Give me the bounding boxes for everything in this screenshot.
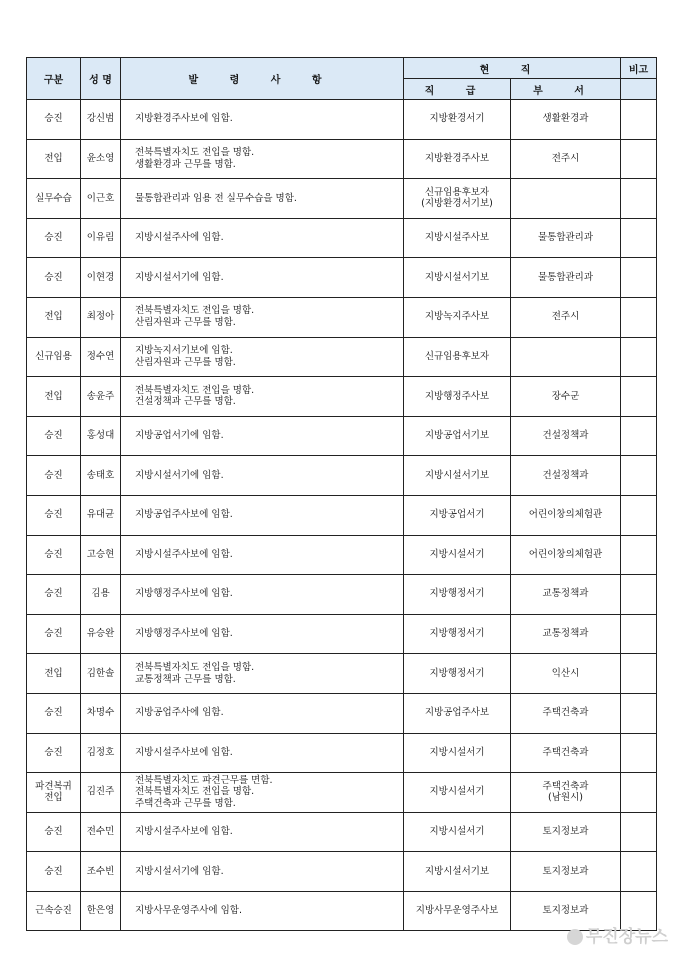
cell-position-line: 지방환경서기 [429,113,485,125]
cell-department-line: 주택건축과 [542,707,589,719]
cell-content-line: 전북특별자치도 전입을 명함. [135,786,255,798]
cell-name: 전수민 [81,812,121,852]
cell-category-line: 승진 [44,509,63,521]
cell-category-line: 승진 [44,707,63,719]
table-row [27,297,657,337]
cell-position-line: 지방시설서기 [429,548,485,560]
cell-position [404,456,511,496]
cell-content-line: 지방시설주사보에 임함. [135,746,233,758]
cell-category [27,416,81,456]
cell-name: 윤소영 [81,139,121,179]
cell-content-line: 물통합관리과 임용 전 실무수습을 명함. [135,192,297,204]
cell-remarks [621,139,657,179]
table-row [27,416,657,456]
cell-category-line: 전입 [44,792,63,804]
cell-position [404,495,511,535]
cell-content [121,891,404,931]
cell-position [404,575,511,615]
cell-department [511,693,621,733]
cell-category [27,733,81,773]
cell-category-line: 전입 [44,152,63,164]
cell-remarks [621,812,657,852]
cell-name: 김진주 [81,773,121,813]
cell-department [511,218,621,258]
cell-category [27,179,81,219]
table-row [27,337,657,377]
cell-category [27,852,81,892]
cell-content [121,456,404,496]
header-current: 현 직 [404,58,621,79]
cell-category [27,377,81,417]
cell-category [27,495,81,535]
cell-category [27,812,81,852]
table-row [27,812,657,852]
cell-name: 이근호 [81,179,121,219]
cell-category-line: 파견복귀 [35,780,72,792]
cell-remarks [621,416,657,456]
header-position: 직 급 [404,79,511,100]
header-order: 발 령 사 항 [121,58,404,100]
cell-category-line: 승진 [44,588,63,600]
cell-name: 홍성대 [81,416,121,456]
table-row [27,773,657,813]
cell-department [511,456,621,496]
cell-content [121,575,404,615]
cell-department-line: 익산시 [551,667,580,679]
cell-content-line: 지방환경주사보에 임함. [135,113,233,125]
cell-name: 송윤주 [81,377,121,417]
cell-position-line: 지방시설서기 [429,746,485,758]
cell-content [121,852,404,892]
cell-position [404,812,511,852]
cell-content-line: 지방시설서기에 임함. [135,865,224,877]
cell-remarks [621,535,657,575]
cell-content [121,258,404,298]
cell-remarks [621,179,657,219]
cell-category [27,139,81,179]
cell-content-line: 전북특별자치도 파견근무를 면함. [135,774,273,786]
cell-department [511,377,621,417]
cell-content-line: 지방공업주사보에 임함. [135,509,233,521]
watermark [567,922,668,947]
cell-category-line: 승진 [44,865,63,877]
cell-department-line: 토지정보과 [542,826,589,838]
cell-content [121,773,404,813]
cell-position-line: 지방행정서기 [429,588,485,600]
cell-position-line: 신규임용후보자 [424,350,490,362]
cell-position [404,100,511,140]
cell-position-line: 지방행정주사보 [424,390,490,402]
cell-position-line: 지방시설서기 [429,826,485,838]
watermark-logo-icon [567,929,583,945]
cell-content-line: 지방시설주사보에 임함. [135,826,233,838]
cell-department-line: 어린이창의체험관 [528,548,603,560]
cell-department [511,654,621,694]
cell-remarks [621,100,657,140]
cell-position [404,377,511,417]
cell-content-line: 전북특별자치도 전입을 명함. [135,661,255,673]
cell-content-line: 지방녹지서기보에 임함. [135,344,233,356]
cell-content-line: 전북특별자치도 전입을 명함. [135,384,255,396]
cell-category-line: 실무수습 [35,192,72,204]
cell-category [27,218,81,258]
cell-name: 한은영 [81,891,121,931]
cell-category-line: 근속승진 [35,905,72,917]
cell-content-line: 교통정책과 근무를 명함. [135,673,236,685]
cell-department-line: 건설정책과 [542,469,589,481]
cell-department [511,535,621,575]
cell-category [27,297,81,337]
cell-position-line: 지방환경주사보 [424,152,490,164]
cell-position-line: 지방사무운영주사보 [415,905,499,917]
cell-content-line: 지방공업주사에 임함. [135,707,224,719]
cell-department-line: 주택건축과 [542,780,589,792]
cell-category-line: 승진 [44,826,63,838]
table-row [27,218,657,258]
cell-department [511,852,621,892]
cell-remarks [621,297,657,337]
cell-remarks [621,733,657,773]
cell-department-line: (남원시) [548,792,583,804]
cell-department-line: 토지정보과 [542,905,589,917]
cell-content-line: 지방시설서기에 임함. [135,469,224,481]
cell-remarks [621,377,657,417]
cell-position-line: 지방시설서기보 [424,271,490,283]
cell-department [511,812,621,852]
cell-category [27,100,81,140]
cell-position-line: 지방행정서기 [429,628,485,640]
cell-department [511,575,621,615]
cell-name: 이유림 [81,218,121,258]
cell-position-line: 지방시설서기보 [424,469,490,481]
cell-position [404,891,511,931]
cell-content-line: 지방사무운영주사에 임함. [135,905,242,917]
cell-position [404,337,511,377]
cell-name: 정수연 [81,337,121,377]
cell-category-line: 전입 [44,311,63,323]
cell-department [511,773,621,813]
cell-content-line: 지방공업서기에 임함. [135,430,224,442]
header-remarks: 비고 [621,58,657,79]
table-row [27,495,657,535]
cell-position [404,733,511,773]
cell-content-line: 전북특별자치도 전입을 명함. [135,147,255,159]
table-row [27,693,657,733]
cell-content-line: 지방시설주사에 임함. [135,232,224,244]
cell-name: 유대균 [81,495,121,535]
cell-content [121,812,404,852]
cell-department [511,100,621,140]
cell-department [511,733,621,773]
cell-content [121,416,404,456]
cell-position-line: 지방공업주사보 [424,707,490,719]
cell-position-line: (지방환경서기보) [421,198,493,210]
cell-content [121,693,404,733]
cell-category [27,456,81,496]
cell-name: 강신범 [81,100,121,140]
cell-category-line: 승진 [44,746,63,758]
cell-department [511,337,621,377]
header-category: 구분 [27,58,81,100]
cell-category-line: 전입 [44,667,63,679]
cell-name: 김용 [81,575,121,615]
cell-department-line: 물통합관리과 [537,232,594,244]
cell-position [404,258,511,298]
cell-position-line: 지방시설서기 [429,786,485,798]
cell-content-line: 건설정책과 근무를 명함. [135,396,236,408]
cell-category [27,654,81,694]
cell-remarks [621,773,657,813]
cell-name: 최정아 [81,297,121,337]
cell-position [404,179,511,219]
cell-department [511,297,621,337]
cell-position-line: 지방시설서기보 [424,865,490,877]
cell-position-line: 지방시설주사보 [424,232,490,244]
table-row [27,100,657,140]
cell-content-line: 지방행정주사보에 임함. [135,628,233,640]
cell-position [404,654,511,694]
table-row [27,535,657,575]
cell-department-line: 장수군 [551,390,580,402]
header-remarks-blank [621,79,657,100]
cell-content-line: 지방행정주사보에 임함. [135,588,233,600]
cell-department [511,614,621,654]
table-row [27,258,657,298]
cell-remarks [621,456,657,496]
cell-department-line: 생활환경과 [542,113,589,125]
cell-position [404,693,511,733]
cell-position [404,218,511,258]
cell-category-line: 승진 [44,430,63,442]
cell-content-line: 주택건축과 근무를 명함. [135,798,236,810]
cell-name: 김한솔 [81,654,121,694]
cell-content [121,535,404,575]
cell-department-line: 주택건축과 [542,746,589,758]
table-row [27,456,657,496]
cell-department-line: 어린이창의체험관 [528,509,603,521]
cell-position-line: 지방공업서기 [429,509,485,521]
cell-position-line: 지방녹지주사보 [424,311,490,323]
cell-content [121,297,404,337]
cell-category-line: 승진 [44,271,63,283]
cell-content-line: 지방시설서기에 임함. [135,271,224,283]
cell-content-line: 산림자원과 근무를 명함. [135,356,236,368]
cell-remarks [621,654,657,694]
cell-content [121,139,404,179]
cell-content [121,179,404,219]
cell-category-line: 승진 [44,469,63,481]
cell-content-line: 생활환경과 근무를 명함. [135,158,236,170]
table-row [27,733,657,773]
cell-content [121,100,404,140]
cell-content [121,733,404,773]
cell-name: 조수빈 [81,852,121,892]
cell-category-line: 신규임용 [35,350,72,362]
cell-department-line: 토지정보과 [542,865,589,877]
cell-name: 송태호 [81,456,121,496]
cell-name: 차명수 [81,693,121,733]
cell-department-line: 전주시 [551,311,580,323]
table-row [27,575,657,615]
table-row [27,377,657,417]
cell-department-line: 교통정책과 [542,588,589,600]
header-name: 성 명 [81,58,121,100]
cell-department-line: 건설정책과 [542,430,589,442]
cell-category-line: 승진 [44,113,63,125]
cell-name: 김정호 [81,733,121,773]
cell-remarks [621,218,657,258]
cell-position-line: 지방공업서기보 [424,430,490,442]
cell-category [27,614,81,654]
cell-content-line: 전북특별자치도 전입을 명함. [135,305,255,317]
watermark-text: 무진장뉴스 [585,927,668,947]
cell-content [121,654,404,694]
cell-department [511,258,621,298]
cell-department-line: 전주시 [551,152,580,164]
appointment-table [26,57,657,931]
cell-position [404,139,511,179]
cell-name: 이현경 [81,258,121,298]
cell-position-line: 지방행정서기 [429,667,485,679]
cell-category [27,891,81,931]
table-row [27,614,657,654]
cell-remarks [621,693,657,733]
cell-department [511,139,621,179]
cell-content [121,495,404,535]
cell-category-line: 승진 [44,232,63,244]
cell-department [511,416,621,456]
cell-position [404,416,511,456]
cell-category [27,773,81,813]
cell-department-line: 물통합관리과 [537,271,594,283]
table-row [27,179,657,219]
cell-remarks [621,614,657,654]
cell-remarks [621,337,657,377]
cell-position [404,297,511,337]
table-row [27,654,657,694]
cell-category [27,337,81,377]
cell-department [511,495,621,535]
cell-position-line: 신규임용후보자 [424,186,490,198]
cell-content [121,614,404,654]
header-department: 부 서 [511,79,621,100]
cell-content [121,218,404,258]
cell-position [404,773,511,813]
cell-remarks [621,258,657,298]
table-row [27,891,657,931]
cell-remarks [621,575,657,615]
cell-category [27,535,81,575]
cell-position [404,614,511,654]
table-row [27,852,657,892]
cell-category [27,575,81,615]
cell-category [27,693,81,733]
cell-department-line: 교통정책과 [542,628,589,640]
cell-remarks [621,495,657,535]
cell-name: 고승현 [81,535,121,575]
table-row [27,139,657,179]
cell-content [121,377,404,417]
cell-category [27,258,81,298]
cell-content [121,337,404,377]
cell-category-line: 전입 [44,390,63,402]
cell-category-line: 승진 [44,628,63,640]
cell-content-line: 산림자원과 근무를 명함. [135,317,236,329]
cell-position [404,535,511,575]
cell-name: 유승완 [81,614,121,654]
cell-content-line: 지방시설주사보에 임함. [135,548,233,560]
cell-position [404,852,511,892]
cell-remarks [621,852,657,892]
cell-department [511,179,621,219]
cell-category-line: 승진 [44,548,63,560]
